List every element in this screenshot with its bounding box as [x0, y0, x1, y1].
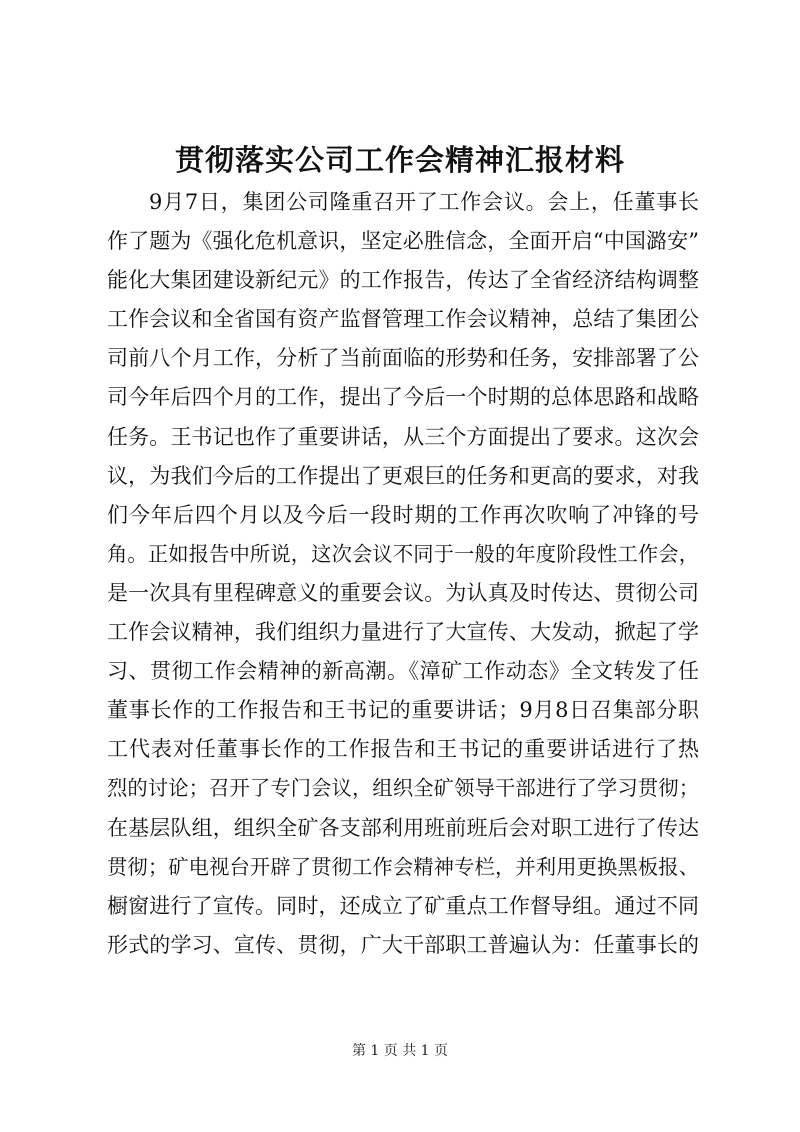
body-line: 9月7日，集团公司隆重召开了工作会议。会上，任董事长 — [149, 190, 699, 214]
body-line: 角。正如报告中所说，这次会议不同于一般的年度阶段性工作会， — [107, 541, 699, 566]
body-line: 工作会议和全省国有资产监督管理工作会议精神，总结了集团公 — [107, 307, 699, 332]
body-line: 工代表对任董事长作的工作报告和王书记的重要讲话进行了热 — [107, 737, 699, 762]
body-line: 作了题为《强化危机意识，坚定必胜信念，全面开启“中国潞安” — [107, 229, 699, 254]
document-body — [107, 183, 699, 965]
body-line: 们今年后四个月以及今后一段时期的工作再次吹响了冲锋的号 — [107, 502, 699, 527]
body-line: 橱窗进行了宣传。同时，还成立了矿重点工作督导组。通过不同 — [107, 893, 699, 918]
body-line: 任务。王书记也作了重要讲话，从三个方面提出了要求。这次会 — [107, 424, 699, 449]
document-title: 贯彻落实公司工作会精神汇报材料 — [174, 143, 625, 177]
body-line: 司今年后四个月的工作，提出了今后一个时期的总体思路和战略 — [107, 385, 699, 410]
body-line: 司前八个月工作，分析了当前面临的形势和任务，安排部署了公 — [107, 346, 699, 371]
body-line: 烈的讨论；召开了专门会议，组织全矿领导干部进行了学习贯彻； — [107, 776, 699, 801]
page-number: 第 1 页 共 1 页 — [351, 1043, 449, 1059]
body-line: 习、贯彻工作会精神的新高潮。《漳矿工作动态》全文转发了任 — [107, 659, 699, 684]
body-line: 议，为我们今后的工作提出了更艰巨的任务和更高的要求，对我 — [107, 463, 699, 488]
body-line: 是一次具有里程碑意义的重要会议。为认真及时传达、贯彻公司 — [107, 580, 699, 605]
body-line: 在基层队组，组织全矿各支部利用班前班后会对职工进行了传达 — [107, 815, 699, 840]
body-line: 形式的学习、宣传、贯彻，广大干部职工普遍认为：任董事长的 — [107, 932, 699, 957]
body-line: 董事长作的工作报告和王书记的重要讲话；9月8日召集部分职 — [107, 698, 699, 723]
body-line: 贯彻；矿电视台开辟了贯彻工作会精神专栏，并利用更换黑板报、 — [107, 854, 699, 879]
body-line: 工作会议精神，我们组织力量进行了大宣传、大发动，掀起了学 — [107, 620, 699, 645]
body-line: 能化大集团建设新纪元》的工作报告，传达了全省经济结构调整 — [107, 268, 699, 293]
